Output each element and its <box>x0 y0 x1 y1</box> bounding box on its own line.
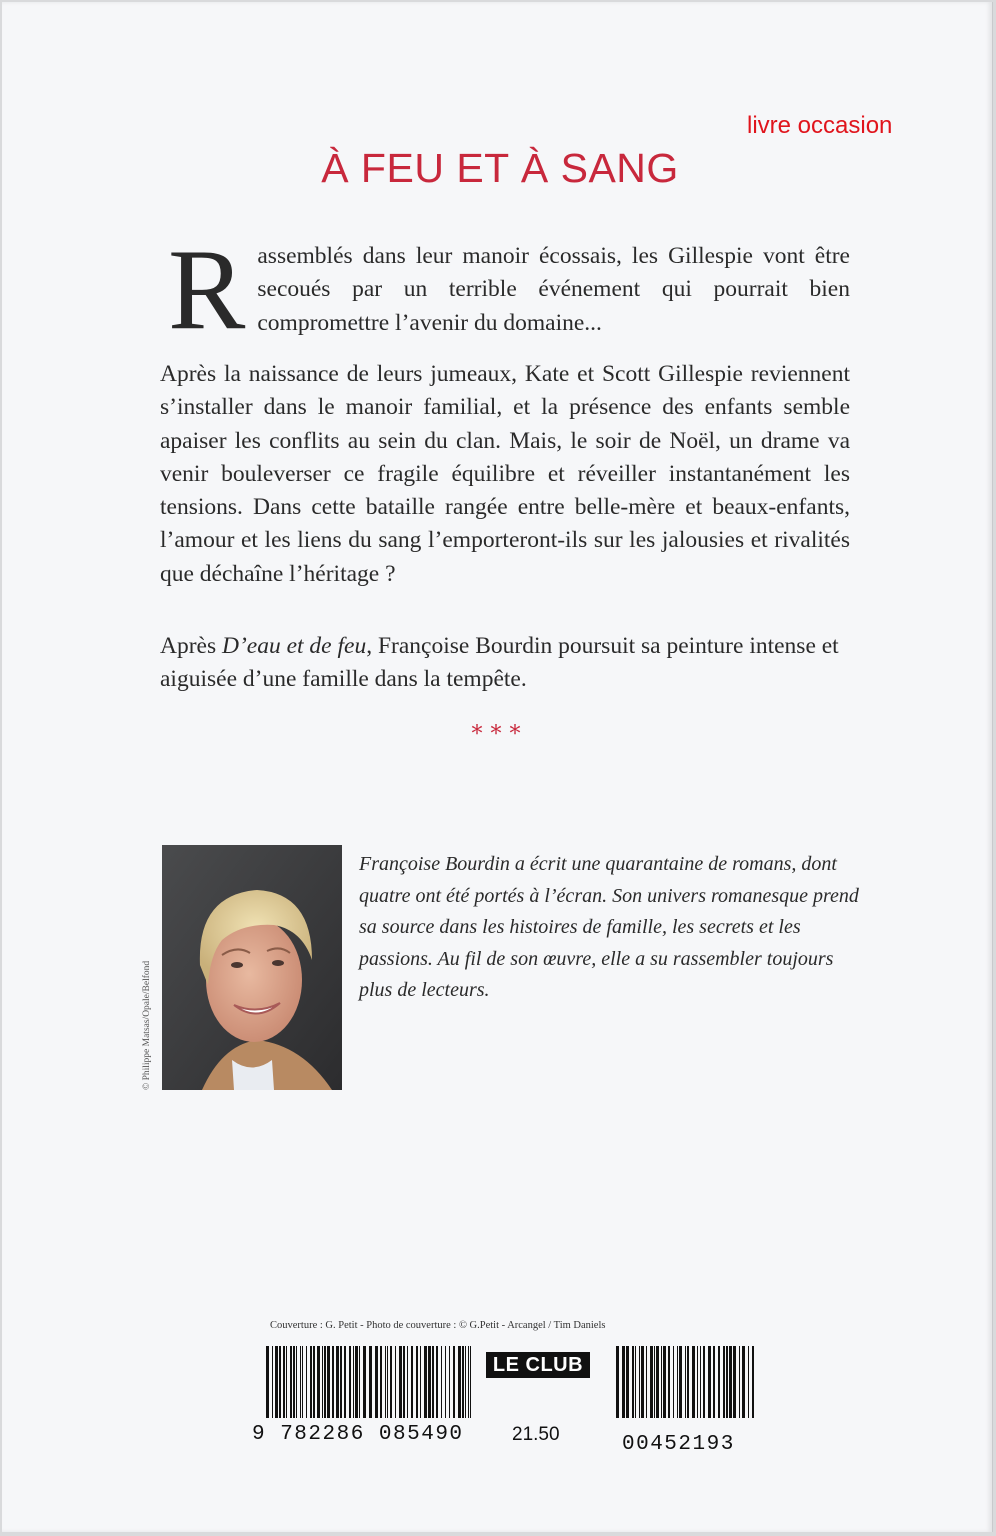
photo-credit: © Philippe Matsas/Opale/Belfond <box>142 960 152 1090</box>
barcode-bar <box>272 1346 273 1418</box>
book-back-cover <box>2 2 993 1532</box>
barcode-bar <box>395 1346 396 1418</box>
barcode-bar <box>462 1346 464 1418</box>
barcode-bar <box>411 1346 413 1418</box>
closing-text-start: Après <box>160 633 222 659</box>
barcode-bar <box>616 1346 619 1418</box>
author-photo <box>162 845 342 1090</box>
barcode-bar <box>359 1346 360 1418</box>
club-barcode <box>614 1346 756 1418</box>
barcode-bar <box>296 1346 297 1418</box>
barcode-bar <box>322 1346 323 1418</box>
book-title: À FEU ET À SANG <box>321 145 679 191</box>
barcode-bar <box>673 1346 674 1418</box>
barcode-bar <box>290 1346 292 1418</box>
intro-paragraph <box>160 226 850 354</box>
drop-cap: R <box>168 226 246 354</box>
barcode-bar <box>739 1346 740 1418</box>
summary-paragraph: Après la naissance de leurs jumeaux, Kate et Scott Gillespie reviennent s’installer dans le manoir familial, et la présence des enfants semble apaiser les conflits au sein du clan. Mais, le soir de Noël, un drame va venir bouleverser ce fragile équilibre et réveiller instantanément les tensions. Dans cette bataille rangée entre belle-mère et beaux-enfants, l’amour et les liens du sang l’emporteront-ils sur les jalousies et rivalités que déchaîne l’héritage ? <box>160 361 850 587</box>
barcode-bar <box>327 1346 330 1418</box>
barcode-bar <box>293 1346 295 1418</box>
barcode-bar <box>399 1346 402 1418</box>
barcode-bar <box>752 1346 754 1418</box>
barcode-bar <box>403 1346 405 1418</box>
previous-book-title: D’eau et de feu <box>222 633 367 659</box>
barcode-bar <box>441 1346 442 1418</box>
closing-paragraph <box>160 630 850 697</box>
barcode-bar <box>465 1346 466 1418</box>
price: 21.50 <box>512 1424 560 1445</box>
used-book-label: livre occasion <box>747 112 893 139</box>
barcode-bar <box>697 1346 698 1418</box>
barcode-bar <box>387 1346 388 1418</box>
barcode-bar <box>355 1346 358 1418</box>
barcode-bar <box>700 1346 701 1418</box>
separator-stars <box>2 722 996 747</box>
barcode-bar <box>385 1346 386 1418</box>
barcode-bar <box>703 1346 705 1418</box>
barcode-bar <box>742 1346 745 1418</box>
barcode-bar <box>468 1346 469 1418</box>
barcode-bar <box>344 1346 346 1418</box>
barcode-bar <box>639 1346 640 1418</box>
barcode-bar <box>635 1346 636 1418</box>
barcode-bar <box>723 1346 725 1418</box>
barcode-bar <box>375 1346 378 1418</box>
barcode-bar <box>726 1346 728 1418</box>
barcode-bar <box>302 1346 303 1418</box>
barcode-bar <box>626 1346 629 1418</box>
barcode-bar <box>668 1346 670 1418</box>
barcode-bar <box>380 1346 382 1418</box>
intro-text: assemblés dans leur manoir écossais, les Gillespie vont être secoués par un terrible événement qui pourrait bien compromettre l’avenir du domaine... <box>257 243 850 336</box>
barcode-bar <box>306 1346 307 1418</box>
barcode-bar <box>622 1346 625 1418</box>
closing-text-end: , Françoise Bourdin poursuit sa peinture intense et aiguisée d’une famille dans la tempête. <box>160 633 839 693</box>
barcode-bar <box>470 1346 471 1418</box>
barcode-bar <box>407 1346 408 1418</box>
barcode-bar <box>656 1346 659 1418</box>
barcode-bar <box>654 1346 655 1418</box>
barcode-bar <box>336 1346 339 1418</box>
barcode-bar <box>266 1346 269 1418</box>
barcode-bar <box>729 1346 732 1418</box>
barcode-bar <box>390 1346 392 1418</box>
barcode-bar <box>353 1346 354 1418</box>
barcode-bar <box>424 1346 427 1418</box>
barcode-bar <box>663 1346 666 1418</box>
publisher-logo: LE CLUB <box>486 1352 590 1378</box>
barcode-bar <box>650 1346 653 1418</box>
barcode-bar <box>283 1346 285 1418</box>
barcode-bar <box>453 1346 455 1418</box>
barcode-bar <box>641 1346 644 1418</box>
barcode-bar <box>449 1346 450 1418</box>
barcode-bar <box>310 1346 312 1418</box>
barcode-bar <box>369 1346 372 1418</box>
barcode-bar <box>718 1346 720 1418</box>
barcode-bar <box>445 1346 446 1418</box>
barcode-bar <box>646 1346 647 1418</box>
barcode-bar <box>632 1346 634 1418</box>
barcode-bar <box>416 1346 418 1418</box>
barcode-bar <box>332 1346 334 1418</box>
barcode-bar <box>428 1346 431 1418</box>
barcode-bar <box>679 1346 682 1418</box>
barcode-bar <box>692 1346 695 1418</box>
isbn-number: 9 782286 085490 <box>252 1423 464 1446</box>
barcode-bar <box>748 1346 749 1418</box>
barcode-bar <box>313 1346 315 1418</box>
barcode-bar <box>340 1346 342 1418</box>
barcode-bar <box>300 1346 301 1418</box>
barcode-bar <box>324 1346 326 1418</box>
barcode-bar <box>436 1346 438 1418</box>
barcode-bar <box>677 1346 678 1418</box>
barcode-bar <box>279 1346 281 1418</box>
barcode-bar <box>733 1346 736 1418</box>
author-bio: Françoise Bourdin a écrit une quarantaine de romans, dont quatre ont été portés à l’écran. Son univers romanesque prend sa source dans les histoires de famille, les secrets et les passions. Au fil de son œuvre, elle a su rassembler toujours plus de lecteurs. <box>359 853 859 1002</box>
separator-asterisks: *** <box>471 722 529 747</box>
author-portrait-illustration <box>162 845 342 1090</box>
cover-credits: Couverture : G. Petit - Photo de couverture : © G.Petit - Arcangel / Tim Daniels <box>270 1320 606 1331</box>
barcode-bar <box>432 1346 434 1418</box>
barcode-bar <box>685 1346 686 1418</box>
barcode-bar <box>286 1346 287 1418</box>
barcode-bar <box>713 1346 715 1418</box>
barcode-bar <box>275 1346 278 1418</box>
club-code: 00452193 <box>622 1433 735 1456</box>
barcode-bar <box>661 1346 662 1418</box>
barcode-bar <box>420 1346 421 1418</box>
barcode-bar <box>317 1346 320 1418</box>
barcode-bar <box>458 1346 461 1418</box>
barcode-bar <box>349 1346 351 1418</box>
barcode-bar <box>687 1346 689 1418</box>
barcode-bar <box>363 1346 366 1418</box>
barcode-bar <box>708 1346 711 1418</box>
isbn-barcode <box>264 1346 474 1418</box>
